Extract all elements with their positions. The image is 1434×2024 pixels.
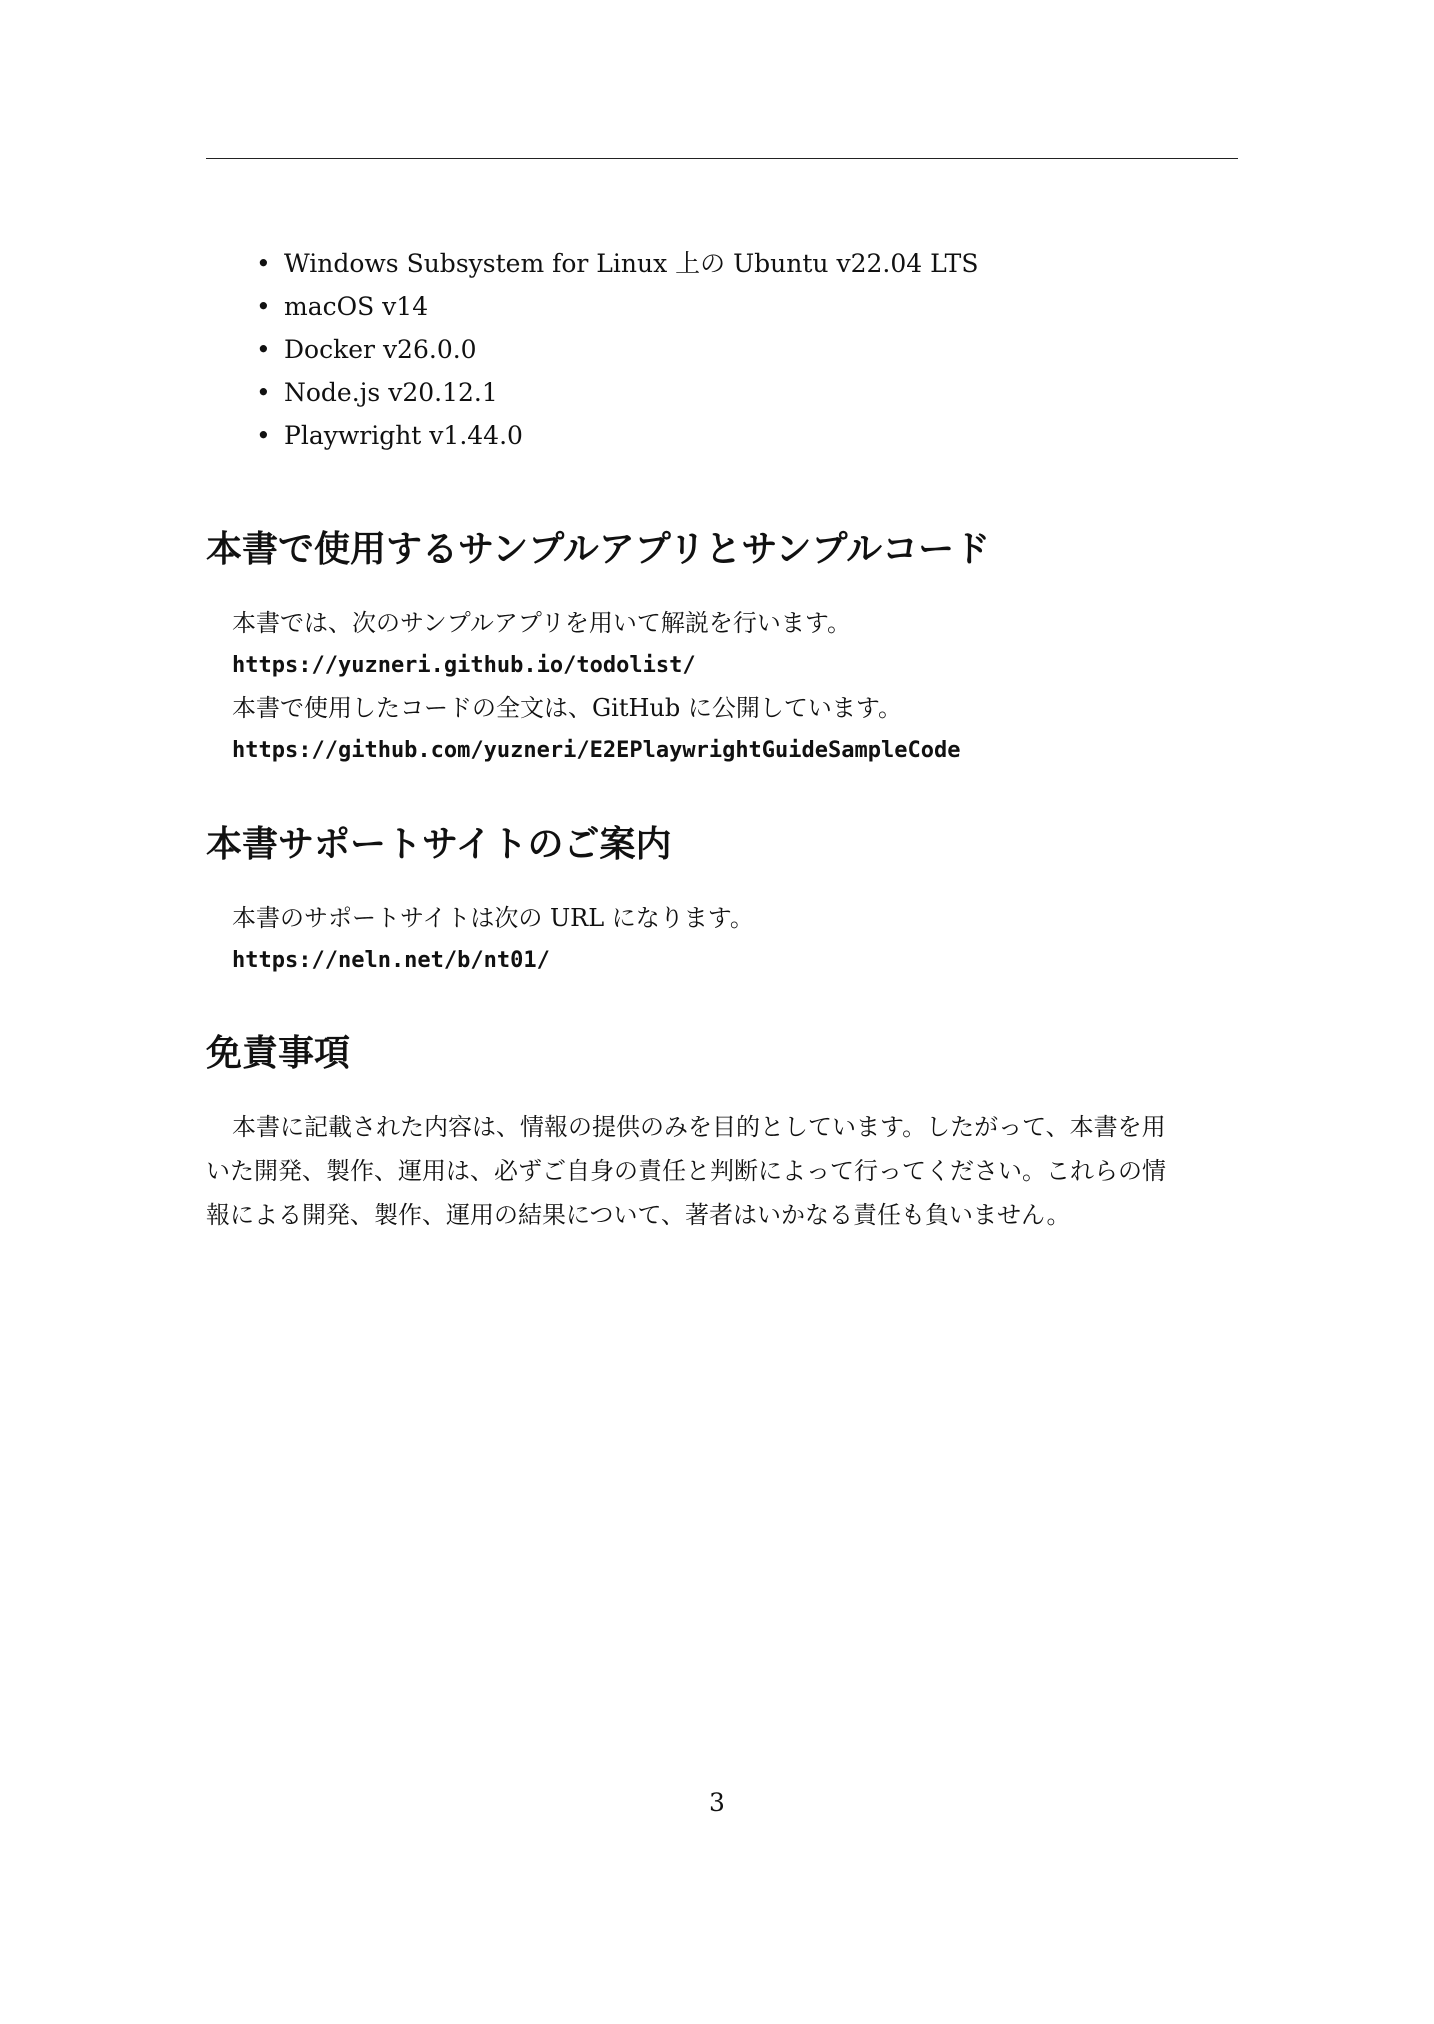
support-section-heading: 本書サポートサイトのご案内 <box>206 824 672 865</box>
sample-code-note: 本書で使用したコードの全文は、GitHub に公開しています。 <box>232 694 902 722</box>
list-item <box>206 242 978 285</box>
sample-intro-text: 本書では、次のサンプルアプリを用いて解説を行います。 <box>232 609 851 637</box>
support-intro-text: 本書のサポートサイトは次の URL になります。 <box>232 904 754 932</box>
list-item-text: Windows Subsystem for Linux 上の Ubuntu v22.04 LTS <box>284 249 979 278</box>
disclaimer-line: 本書に記載された内容は、情報の提供のみを目的としています。したがって、本書を用 <box>232 1113 1166 1141</box>
disclaimer-line: 報による開発、製作、運用の結果について、著者はいかなる責任も負いません。 <box>206 1201 1071 1229</box>
list-item-text: Docker v26.0.0 <box>284 335 477 364</box>
bullet-icon: • <box>256 378 271 407</box>
bullet-icon: • <box>256 421 271 450</box>
list-item <box>206 328 978 371</box>
sample-section-heading: 本書で使用するサンプルアプリとサンプルコード <box>206 529 991 570</box>
list-item-text: macOS v14 <box>284 292 429 321</box>
page-number: 3 <box>709 1788 725 1817</box>
list-item <box>206 371 978 414</box>
disclaimer-section-heading: 免責事項 <box>206 1033 351 1074</box>
list-item-text: Playwright v1.44.0 <box>284 421 523 450</box>
header-rule <box>206 158 1238 159</box>
disclaimer-line: いた開発、製作、運用は、必ずご自身の責任と判断によって行ってください。これらの情 <box>206 1157 1166 1185</box>
sample-code-url: https://github.com/yuzneri/E2EPlaywrightGuideSampleCode <box>232 738 961 763</box>
support-url: https://neln.net/b/nt01/ <box>232 948 550 973</box>
sample-app-url: https://yuzneri.github.io/todolist/ <box>232 653 696 678</box>
list-item <box>206 414 978 457</box>
environment-list <box>206 242 978 457</box>
bullet-icon: • <box>256 249 271 278</box>
bullet-icon: • <box>256 292 271 321</box>
list-item <box>206 285 978 328</box>
list-item-text: Node.js v20.12.1 <box>284 378 498 407</box>
disclaimer-paragraph <box>206 1105 1238 1237</box>
bullet-icon: • <box>256 335 271 364</box>
